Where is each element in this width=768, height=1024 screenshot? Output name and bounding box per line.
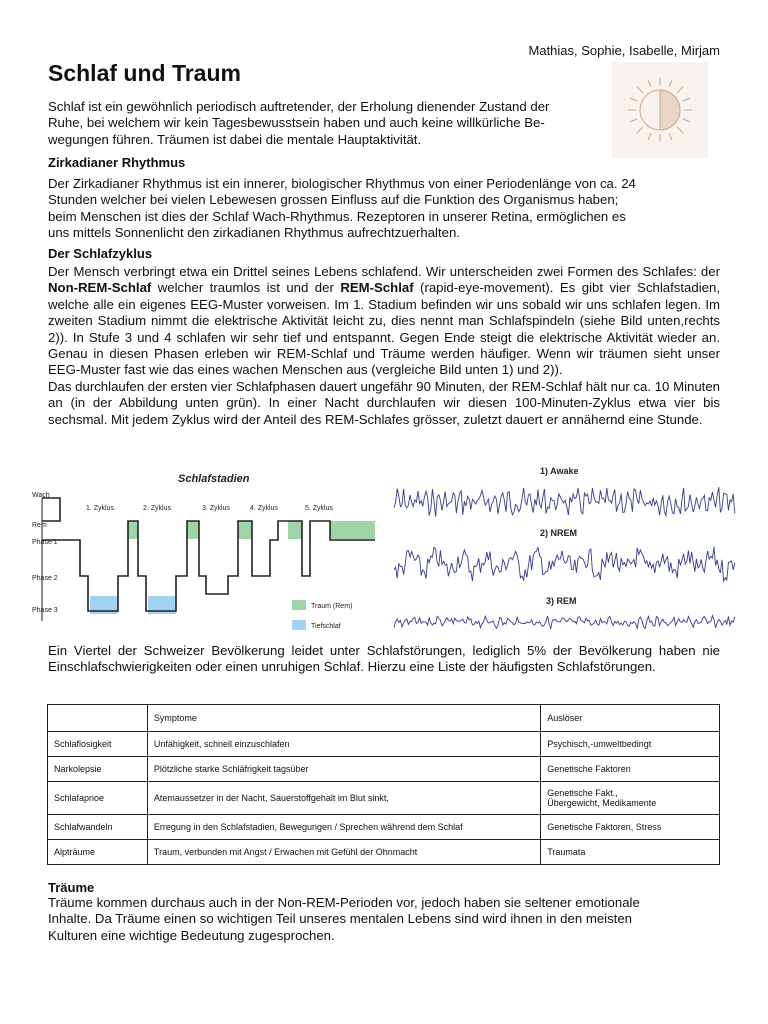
sleep-stages-figure	[30, 466, 380, 638]
table-header: Symptome	[147, 705, 540, 732]
disorder-symptom: Atemaussetzer in der Nacht, Sauerstoffgehalt im Blut sinkt,	[147, 782, 540, 815]
disorder-cause: Traumata	[541, 840, 720, 865]
text-span: Der Mensch verbringt etwa ein Drittel seines Lebens schlafend. Wir unterscheiden zwei Formen des Schlafes: der	[48, 264, 720, 279]
disorder-name: Schlafwandeln	[48, 815, 148, 840]
legend-rem-swatch	[292, 600, 306, 610]
disorders-table	[47, 704, 720, 865]
disorder-symptom: Plötzliche starke Schläfrigkeit tagsüber	[147, 757, 540, 782]
intro-paragraph	[48, 99, 608, 148]
legend-rem-label: Traum (Rem)	[311, 603, 353, 610]
dreams-line: Träume kommen durchaus auch in der Non-REM-Perioden vor, jedoch haben sie seltener emotionale	[48, 895, 640, 910]
table-row	[48, 815, 720, 840]
table-row	[48, 782, 720, 815]
circadian-heading: Zirkadianer Rhythmus	[48, 155, 186, 170]
disorder-cause: Genetische Faktoren, Stress	[541, 815, 720, 840]
dreams-line: Kulturen eine wichtige Bedeutung zugesprochen.	[48, 927, 335, 943]
disorders-intro	[48, 643, 720, 676]
figure-title: Schlafstadien	[178, 473, 250, 485]
disorder-name: Schlaflosigkeit	[48, 732, 148, 757]
table-header	[48, 705, 148, 732]
disorder-cause	[541, 782, 720, 815]
rem-term: REM-Schlaf	[340, 280, 414, 296]
circadian-line: uns mittels Sonnenlicht den zirkadianen Rhythmus aufrechtzuerhalten.	[48, 225, 460, 241]
cycle-label: 4. Zyklus	[250, 505, 279, 512]
sleep-cycle-text	[48, 264, 720, 428]
cycle-label: 2. Zyklus	[143, 505, 172, 512]
text-span: welcher traumlos ist und der	[151, 280, 341, 296]
cycle-label: 5. Zyklus	[305, 505, 334, 512]
circadian-line: Der Zirkadianer Rhythmus ist ein innerer, biologischer Rhythmus von einer Periodenlänge von ca. 24	[48, 176, 636, 191]
cause-line: Genetische Fakt.,	[547, 788, 618, 798]
cycle-label: 3. Zyklus	[202, 505, 231, 512]
intro-line: wegungen führen. Träumen ist dabei die mentale Hauptaktivität.	[48, 131, 422, 147]
page-title: Schlaf und Traum	[48, 60, 241, 86]
table-row	[48, 732, 720, 757]
dreams-paragraph	[48, 895, 728, 944]
disorder-cause: Psychisch,-umweltbedingt	[541, 732, 720, 757]
text-span: (rapid-eye-movement). Es gibt vier Schlafstadien, welche alle ein eigenes EEG-Muster vorweisen. Im 1. Stadium befinden wir uns sobald wir uns schlafen legen. Im zweiten Stadium nimmt die elektrische Aktivität leicht zu, dies nennt man Schlafspindeln (siehe Bild unten,rechts 2)). In Stufe 3 und 4 schlafen wir sehr tief und entspannt. Gegen Ende steigt die elektrische Aktivität wieder an. Genau in diesen Phasen erleben wir REM-Schlaf und Träume werden häufiger. Wenn wir träumen sieht unser EEG-Muster fast wie das eines wachen Menschen aus (vergleiche Bild unten 1) und 2)).	[48, 280, 720, 378]
table-header-row	[48, 705, 720, 732]
disorder-name: Narkolepsie	[48, 757, 148, 782]
intro-line: Ruhe, bei welchem wir kein Tagesbewusstsein haben und auch keine willkürliche Be-	[48, 115, 545, 131]
intro-line: Schlaf ist ein gewöhnlich periodisch auftretender, der Erholung dienender Zustand der	[48, 99, 550, 114]
disorder-symptom: Erregung in den Schlafstadien, Bewegungen / Sprechen während dem Schlaf	[147, 815, 540, 840]
eeg-wave-nrem	[394, 547, 735, 581]
sun-moon-icon	[612, 62, 708, 158]
disorders-paragraph: Ein Viertel der Schweizer Bevölkerung leidet unter Schlafstörungen, lediglich 5% der Bevölkerung haben nie Einschlafschwierigkeiten oder einen unruhigen Schlaf. Hierzu eine Liste der häufigsten Schlafstörungen.	[48, 643, 720, 675]
eeg-wave-rem	[394, 616, 735, 629]
disorder-name: Schlafapnoe	[48, 782, 148, 815]
level-label: Wach	[32, 492, 50, 499]
dreams-heading: Träume	[48, 880, 95, 895]
eeg-wave-awake	[394, 487, 735, 517]
sleep-cycle-paragraph-2: Das durchlaufen der ersten vier Schlafphasen dauert ungefähr 90 Minuten, der REM-Schlaf hält nur ca. 10 Minuten an (in der Abbildung unten grün). In einer Nacht durchlaufen wir diesen 100-Minuten-Zyklus etwa vier bis sechsmal. Mit jedem Zyklus wird der Anteil des REM-Schlafes grösser, zuletzt dauert er annähernd eine Stunde.	[48, 378, 720, 427]
table-header: Auslöser	[541, 705, 720, 732]
sleep-cycle-paragraph-1	[48, 264, 720, 379]
eeg-label: 3) REM	[546, 596, 577, 606]
circadian-line: Stunden welcher bei vielen Lebewesen grossen Einfluss auf die Funktion des Organismus haben;	[48, 192, 619, 208]
circadian-paragraph	[48, 176, 728, 242]
hypnogram-line	[42, 498, 375, 611]
legend-deep-label: Tiefschlaf	[311, 623, 341, 630]
dreams-line: Inhalte. Da Träume einen so wichtigen Teil unseres mentalen Lebens sind wird ihnen in den meisten	[48, 911, 633, 927]
level-label: Rem	[32, 522, 47, 529]
disorder-name: Alpträume	[48, 840, 148, 865]
disorder-symptom: Traum, verbunden mit Angst / Erwachen mit Gefühl der Ohnmacht	[147, 840, 540, 865]
disorder-symptom: Unfähigkeit, schnell einzuschlafen	[147, 732, 540, 757]
eeg-label: 2) NREM	[540, 528, 578, 538]
eeg-figure	[392, 462, 740, 634]
non-rem-term: Non-REM-Schlaf	[48, 280, 152, 296]
legend-deep-swatch	[292, 620, 306, 630]
cycle-label: 1. Zyklus	[86, 505, 115, 512]
sleep-cycle-heading: Der Schlafzyklus	[48, 246, 153, 261]
level-label: Phase 3	[32, 607, 58, 614]
level-label: Phase 1	[32, 539, 58, 546]
authors: Mathias, Sophie, Isabelle, Mirjam	[528, 43, 720, 58]
circadian-line: beim Menschen ist dies der Schlaf Wach-Rhythmus. Rezeptoren in unserer Retina, ermöglichen es	[48, 208, 626, 224]
level-label: Phase 2	[32, 575, 58, 582]
cause-line: Übergewicht, Medikamente	[547, 798, 657, 808]
disorder-cause: Genetische Faktoren	[541, 757, 720, 782]
table-row	[48, 840, 720, 865]
eeg-label: 1) Awake	[540, 466, 579, 476]
table-row	[48, 757, 720, 782]
